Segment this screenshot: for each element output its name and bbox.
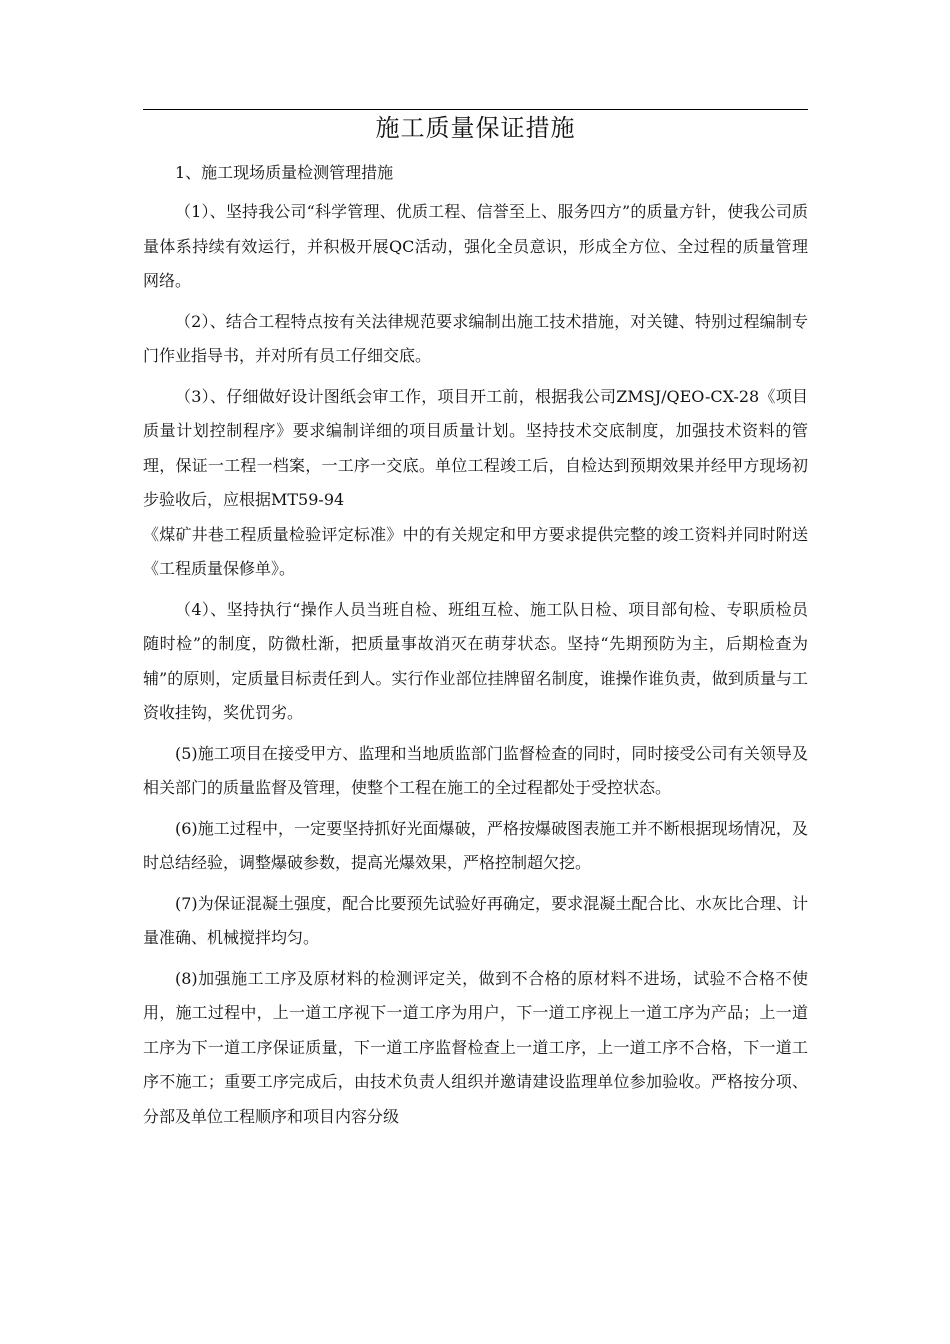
paragraph-5: (5)施工项目在接受甲方、监理和当地质监部门监督检查的同时，同时接受公司有关领导及相关部门的质量监督及管理，使整个工程在施工的全过程都处于受控状态。 [143,743,808,797]
paragraph-6: (6)施工过程中，一定要坚持抓好光面爆破，严格按爆破图表施工并不断根据现场情况，及时总结经验，调整爆破参数，提高光爆效果，严格控制超欠挖。 [143,818,808,872]
paragraph-3-continued: 《煤矿井巷工程质量检验评定标准》中的有关规定和甲方要求提供完整的竣工资料并同时附送《工程质量保修单》。 [143,524,808,578]
paragraph-2: （2）、结合工程特点按有关法律规范要求编制出施工技术措施，对关键、特别过程编制专门作业指导书，并对所有员工仔细交底。 [143,311,808,365]
paragraph-8: (8)加强施工工序及原材料的检测评定关，做到不合格的原材料不进场，试验不合格不使用，施工过程中，上一道工序视下一道工序为用户，下一道工序视上一道工序为产品；上一道工序为下一道工序保证质量，下一道工序监督检查上一道工序，上一道工序不合格，下一道工序不施工；重要工序完成后，由技术负责人组织并邀请建设监理单位参加验收。严格按分项、分部及单位工程顺序和项目内容分级 [143,968,808,1126]
paragraph-4: （4）、坚持执行“操作人员当班自检、班组互检、施工队日检、项目部旬检、专职质检员随时检”的制度，防微杜渐，把质量事故消灭在萌芽状态。坚持“先期预防为主，后期检查为辅”的原则，定质量目标责任到人。实行作业部位挂牌留名制度，谁操作谁负责，做到质量与工资收挂钩，奖优罚劣。 [143,599,808,722]
section-heading: 1、施工现场质量检测管理措施 [175,163,394,182]
paragraph-3: （3）、仔细做好设计图纸会审工作，项目开工前，根据我公司ZMSJ/QEO-CX-28《项目质量计划控制程序》要求编制详细的项目质量计划。坚持技术交底制度，加强技术资料的管理，保证一工程一档案，一工序一交底。单位工程竣工后，自检达到预期效果并经甲方现场初步验收后，应根据MT59-94 [143,386,808,509]
document-body [143,156,808,1134]
header-rule [143,109,808,110]
paragraph-7: (7)为保证混凝土强度，配合比要预先试验好再确定，要求混凝土配合比、水灰比合理、计量准确、机械搅拌均匀。 [143,893,808,947]
document-title: 施工质量保证措施 [375,114,576,142]
paragraph-1: （1）、坚持我公司“科学管理、优质工程、信誉至上、服务四方”的质量方针，使我公司质量体系持续有效运行，并积极开展QC活动，强化全员意识，形成全方位、全过程的质量管理网络。 [143,202,808,290]
